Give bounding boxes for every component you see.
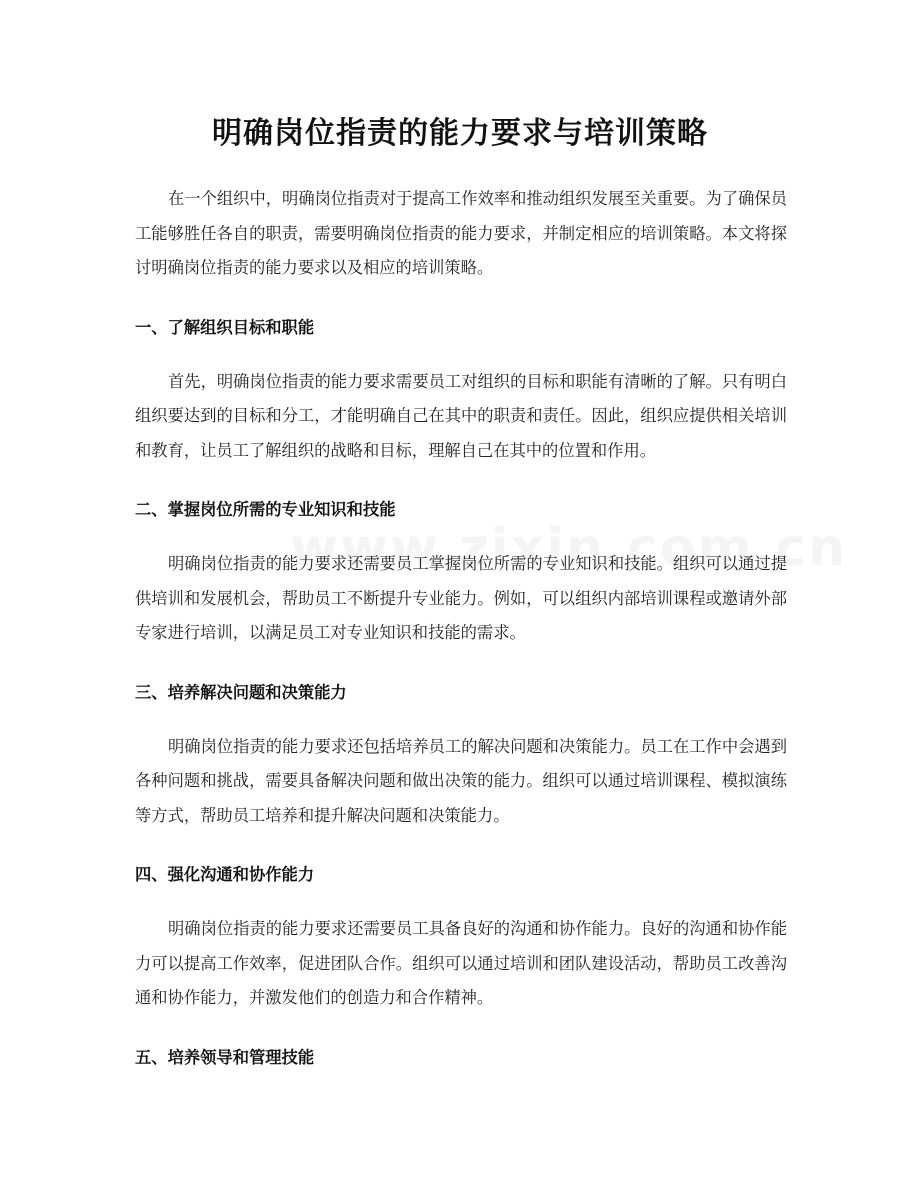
section-heading-1: 一、了解组织目标和职能 xyxy=(135,317,315,337)
section-heading-2: 二、掌握岗位所需的专业知识和技能 xyxy=(135,500,396,519)
section-heading-4: 四、强化沟通和协作能力 xyxy=(135,865,315,884)
section-paragraph-2: 明确岗位指责的能力要求还需要员工掌握岗位所需的专业知识和技能。组织可以通过提供培训和发展机会，帮助员工不断提升专业能力。例如，可以组织内部培训课程或邀请外部专家进行培训，以满足员工对专业知识和技能的需求。 xyxy=(135,554,787,642)
section-heading-3: 三、培养解决问题和决策能力 xyxy=(135,682,347,702)
intro-paragraph: 在一个组织中，明确岗位指责对于提高工作效率和推动组织发展至关重要。为了确保员工能够胜任各自的职责，需要明确岗位指责的能力要求，并制定相应的培训策略。本文将探讨明确岗位指责的能力要求以及相应的培训策略。 xyxy=(135,189,787,277)
section-heading-5: 五、培养领导和管理技能 xyxy=(135,1047,315,1067)
section-paragraph-3: 明确岗位指责的能力要求还包括培养员工的解决问题和决策能力。员工在工作中会遇到各种问题和挑战，需要具备解决问题和做出决策的能力。组织可以通过培训课程、模拟演练等方式，帮助员工培养和提升解决问题和决策能力。 xyxy=(135,736,787,825)
page-title: 明确岗位指责的能力要求与培训策略 xyxy=(212,116,708,151)
document-body xyxy=(135,182,787,1095)
section-paragraph-4: 明确岗位指责的能力要求还需要员工具备良好的沟通和协作能力。良好的沟通和协作能力可以提高工作效率，促进团队合作。组织可以通过培训和团队建设活动，帮助员工改善沟通和协作能力，并激发他们的创造力和合作精神。 xyxy=(135,919,787,1007)
section-paragraph-1: 首先，明确岗位指责的能力要求需要员工对组织的目标和职能有清晰的了解。只有明白组织要达到的目标和分工，才能明确自己在其中的职责和责任。因此，组织应提供相关培训和教育，让员工了解组织的战略和目标，理解自己在其中的位置和作用。 xyxy=(135,371,787,460)
